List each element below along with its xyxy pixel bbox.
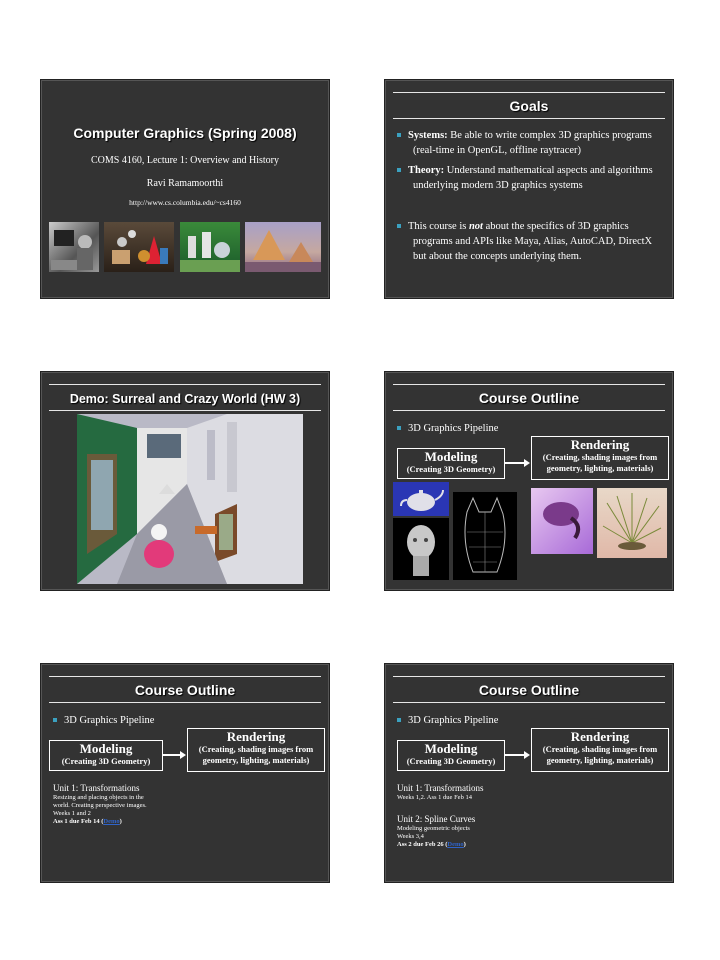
top-rule xyxy=(393,676,665,677)
slide-title: Goals xyxy=(509,98,549,114)
modeling-box xyxy=(397,448,505,479)
pipeline-arrow xyxy=(505,462,525,464)
slide-2 xyxy=(384,79,674,299)
rendering-sublabel-1: (Creating, shading images from xyxy=(542,744,658,754)
slide-3 xyxy=(40,371,330,591)
assignment-text: Ass 1 due Feb 14 ( xyxy=(53,818,104,825)
slide-5 xyxy=(40,663,330,883)
slide-title: Course Outline xyxy=(478,390,580,406)
bullet-pipeline xyxy=(53,713,315,728)
bullet-pipeline xyxy=(397,421,659,436)
bullet-icon xyxy=(53,718,57,722)
assignment-line xyxy=(53,818,147,826)
modeling-label: Modeling xyxy=(424,449,478,464)
rendering-sublabel-2: geometry, lighting, materials) xyxy=(546,755,654,765)
modeling-box xyxy=(49,740,163,771)
rendered-plant-image xyxy=(597,488,667,558)
top-rule xyxy=(393,384,665,385)
arrow-head-icon xyxy=(524,751,530,759)
demo-link[interactable]: Demo xyxy=(447,841,464,848)
emphasis-not: not xyxy=(468,221,483,232)
rendering-label: Rendering xyxy=(570,729,630,744)
rendering-label: Rendering xyxy=(226,729,286,744)
history-image-1 xyxy=(49,222,99,272)
assignment-close: ) xyxy=(119,818,122,825)
bullet-label: Theory: xyxy=(408,165,445,176)
modeling-sublabel: (Creating 3D Geometry) xyxy=(406,756,496,766)
bullet-pipeline xyxy=(397,713,659,728)
author-name: Ravi Ramamoorthi xyxy=(146,178,224,189)
slide-1 xyxy=(40,79,330,299)
assignment-close: ) xyxy=(463,841,466,848)
bullet-text: 3D Graphics Pipeline xyxy=(408,715,499,726)
history-image-4 xyxy=(245,222,321,272)
demo-screenshot xyxy=(77,414,303,584)
bullet-text: Be able to write complex 3D graphics programs (real-time in OpenGL, offline raytracer) xyxy=(413,130,652,156)
david-head-image xyxy=(393,518,449,580)
slide-6 xyxy=(384,663,674,883)
unit-title: Unit 1: Transformations xyxy=(397,783,484,793)
unit-title: Unit 2: Spline Curves xyxy=(397,814,476,824)
rendering-box xyxy=(531,436,669,480)
rendering-box xyxy=(531,728,669,772)
history-image-3 xyxy=(180,222,240,272)
unit-text: Weeks 3,4 xyxy=(397,833,424,840)
course-subtitle: COMS 4160, Lecture 1: Overview and History xyxy=(90,155,280,166)
assignment-line xyxy=(397,841,475,849)
bullet-text: 3D Graphics Pipeline xyxy=(64,715,155,726)
history-image-2 xyxy=(104,222,174,272)
pipeline-arrow xyxy=(163,754,181,756)
bullet-icon xyxy=(397,168,401,172)
bullet-icon xyxy=(397,224,401,228)
rendering-sublabel-1: (Creating, shading images from xyxy=(198,744,314,754)
bottom-rule xyxy=(393,702,665,703)
top-rule xyxy=(393,92,665,93)
top-rule xyxy=(49,384,321,385)
slide-title: Course Outline xyxy=(134,682,236,698)
modeling-label: Modeling xyxy=(424,741,478,756)
bullet-systems xyxy=(397,128,659,158)
slide-title: Demo: Surreal and Crazy World (HW 3) xyxy=(69,392,301,406)
modeling-label: Modeling xyxy=(79,741,133,756)
modeling-sublabel: (Creating 3D Geometry) xyxy=(406,464,496,474)
unit-text: Resizing and placing objects in the xyxy=(53,794,144,801)
assignment-text: Ass 2 due Feb 26 ( xyxy=(397,841,448,848)
demo-link[interactable]: Demo xyxy=(103,818,120,825)
bottom-rule xyxy=(393,118,665,119)
top-rule xyxy=(49,676,321,677)
course-url: http://www.cs.columbia.edu/~cs4160 xyxy=(129,198,241,207)
modeling-box xyxy=(397,740,505,771)
bullet-text: This course is xyxy=(408,221,469,232)
bullet-icon xyxy=(397,718,401,722)
bullet-text: 3D Graphics Pipeline xyxy=(408,423,499,434)
teapot-image xyxy=(393,482,449,516)
slide-title: Course Outline xyxy=(478,682,580,698)
bullet-text: about the specifics of 3D graphics programs and APIs like Maya, Alias, AutoCAD, DirectX but about the concepts underlying them. xyxy=(413,221,653,262)
unit-1 xyxy=(53,783,147,826)
bullet-theory xyxy=(397,163,659,193)
unit-title: Unit 1: Transformations xyxy=(53,783,140,793)
arrow-head-icon xyxy=(524,459,530,467)
unit-2 xyxy=(397,814,475,849)
bullet-icon xyxy=(397,426,401,430)
pipeline-arrow xyxy=(505,754,525,756)
unit-text: world. Creating perspective images. xyxy=(53,802,147,809)
bullet-not-about xyxy=(397,219,659,264)
slide-title: Computer Graphics (Spring 2008) xyxy=(73,125,297,141)
rendering-box xyxy=(187,728,325,772)
unit-text: Weeks 1,2. Ass 1 due Feb 14 xyxy=(397,794,472,801)
cat-wireframe-image xyxy=(453,492,517,580)
rendering-sublabel-2: geometry, lighting, materials) xyxy=(546,463,654,473)
unit-text: Modeling geometric objects xyxy=(397,825,470,832)
slide-4 xyxy=(384,371,674,591)
bullet-icon xyxy=(397,133,401,137)
bottom-rule xyxy=(49,702,321,703)
bullet-label: Systems: xyxy=(408,130,448,141)
rendering-sublabel-1: (Creating, shading images from xyxy=(542,452,658,462)
bullet-text: Understand mathematical aspects and algorithms underlying modern 3D graphics systems xyxy=(413,165,653,191)
rendering-label: Rendering xyxy=(570,437,630,452)
rendered-teapot-image xyxy=(531,488,593,554)
arrow-head-icon xyxy=(180,751,186,759)
unit-text: Weeks 1 and 2 xyxy=(53,810,91,817)
rendering-sublabel-2: geometry, lighting, materials) xyxy=(202,755,310,765)
unit-1 xyxy=(397,783,484,802)
modeling-sublabel: (Creating 3D Geometry) xyxy=(61,756,151,766)
bottom-rule xyxy=(49,410,321,411)
bottom-rule xyxy=(393,410,665,411)
